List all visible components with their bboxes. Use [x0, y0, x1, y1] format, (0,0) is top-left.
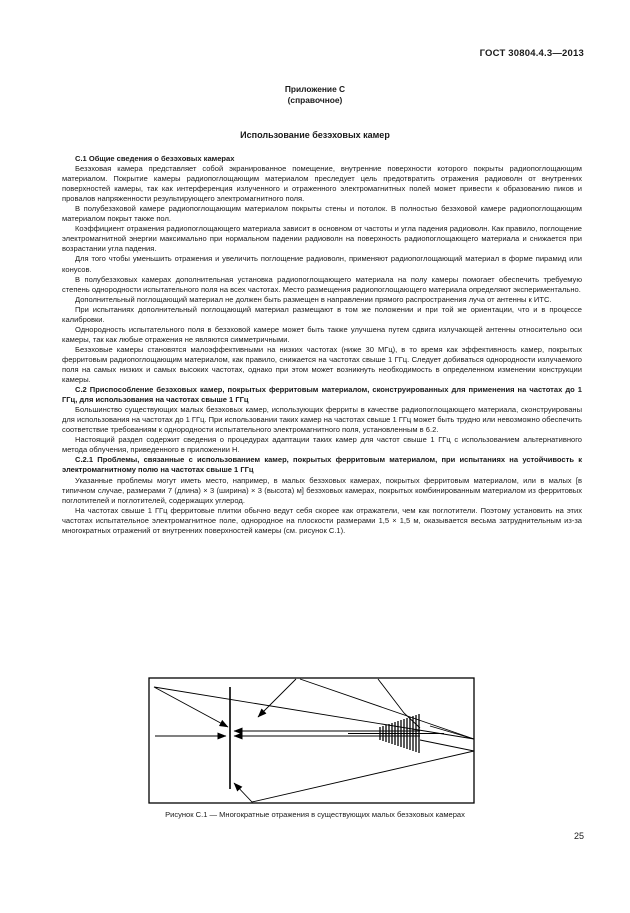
standard-header: ГОСТ 30804.4.3—2013: [479, 48, 584, 59]
section-heading: С.2 Приспособление безэховых камер, покрытых ферритовым материалом, сконструированных для применения на частотах до 1 ГГц, для использования на частотах свыше 1 ГГц: [62, 385, 582, 405]
reflected-ray: [300, 679, 474, 739]
antenna-icon: [348, 714, 444, 753]
paragraph: На частотах свыше 1 ГГц ферритовые плитки обычно ведут себя скорее как отражатели, чем как поглотители. Поэтому установить на этих частотах испытательное электромагнитное поле, однородное на плоскости размерами 1,5 × 1,5 м, оказывается весьма затруднительным из-за многократных отражений от внутренних поверхностей камеры (см. рисунок С.1).: [62, 505, 582, 535]
section-heading: С.2.1 Проблемы, связанные с использованием камер, покрытых ферритовым материалом, при испытаниях на устойчивость к электромагнитному полю на частотах свыше 1 ГГц: [62, 455, 582, 475]
reflected-ray: [258, 679, 296, 717]
paragraph: В полубезэховой камере радиопоглощающим материалом покрыты стены и потолок. В полностью безэховой камере радиопоглощающим материалом покрыт также пол.: [62, 204, 582, 224]
annex-type: (справочное): [287, 95, 343, 105]
annex-heading: [0, 84, 630, 106]
paragraph: Настоящий раздел содержит сведения о процедурах адаптации таких камер для частот свыше 1 ГГц с использованием альтернативного метода облучения, приведенного в приложении Н.: [62, 435, 582, 455]
paragraph: Безэховая камера представляет собой экранированное помещение, внутренние поверхности которого покрыты радиопоглощающим материалом. Покрытие камеры радиопоглощающим материалом преследует цель предотвратить отражения радиоволн от внутренних поверхностей камеры, так как интерференция излученного и отраженного электромагнитных полей может привести к образованию пиков и провалов напряженности результирующего электромагнитного поля.: [62, 164, 582, 204]
body-text: [62, 154, 582, 536]
paragraph: Большинство существующих малых безэховых камер, использующих ферриты в качестве радиопоглощающего материала, сконструированы для использования на частотах до 1 ГГц. При использовании таких камер на частотах свыше 1 ГГц может быть трудно или невозможно обеспечить соответствие требованиям к однородности испытательного электромагнитного поля, установленным в 6.2.: [62, 405, 582, 435]
reflected-ray: [378, 679, 420, 728]
figure-caption: Рисунок С.1 — Многократные отражения в существующих малых безэховых камерах: [165, 810, 465, 819]
section-title: Использование безэховых камер: [240, 130, 390, 140]
section-heading: С.1 Общие сведения о безэховых камерах: [75, 154, 235, 163]
page-number: 25: [573, 831, 584, 841]
reflected-ray: [234, 740, 474, 802]
paragraph: Коэффициент отражения радиопоглощающего материала зависит в основном от частоты и угла падения радиоволн. Как правило, поглощение электромагнитной энергии максимально при нормальном падении радиоволн на поверхность радиопоглощающего материала и снижается при возрастании угла падения.: [62, 224, 582, 254]
paragraph: Дополнительный поглощающий материал не должен быть размещен в направлении прямого распространения луча от антенны к ИТС.: [75, 294, 552, 304]
paragraph: Безэховые камеры становятся малоэффективными на низких частотах (ниже 30 МГц), в то время как эффективность камер, покрытых ферритовым радиопоглощающим материалом, как правило, снижается на частотах свыше 1 ГГц. Следует добиваться однородности излучаемого поля на самых низких и самых высоких частотах, однако при этом может возникнуть необходимость в определенном изменении конструкции камеры.: [62, 344, 582, 385]
paragraph: Указанные проблемы могут иметь место, например, в малых безэховых камерах, покрытых ферритовым материалом, или в малых [в типичном случае, размерами 7 (длина) × 3 (ширина) × 3 (высота) м] безэховых камерах, покрытых комбинированным материалом из ферритовых поглотителей и поглотителей, содержащих углерод.: [62, 475, 582, 505]
paragraph: Однородность испытательного поля в безэховой камере может быть также улучшена путем сдвига излучающей антенны относительно оси камеры, так как любые отражения не являются симметричными.: [62, 324, 582, 344]
reflection-diagram: [148, 677, 475, 804]
chamber-outline: [149, 678, 474, 803]
annex-title: Приложение С: [284, 84, 346, 94]
paragraph: Для того чтобы уменьшить отражения и увеличить поглощение радиоволн, применяют радиопоглощающий материал в форме пирамид или конусов.: [62, 254, 582, 274]
paragraph: В полубезэховых камерах дополнительная установка радиопоглощающего материала на полу камеры помогает обеспечить требуемую степень однородности испытательного поля на всех частотах. Место размещения радиопоглощающего материала определяют экспериментально.: [62, 274, 582, 294]
paragraph: При испытаниях дополнительный поглощающий материал размещают в том же положении и при той же ориентации, что и в процессе калибровки.: [62, 304, 582, 324]
